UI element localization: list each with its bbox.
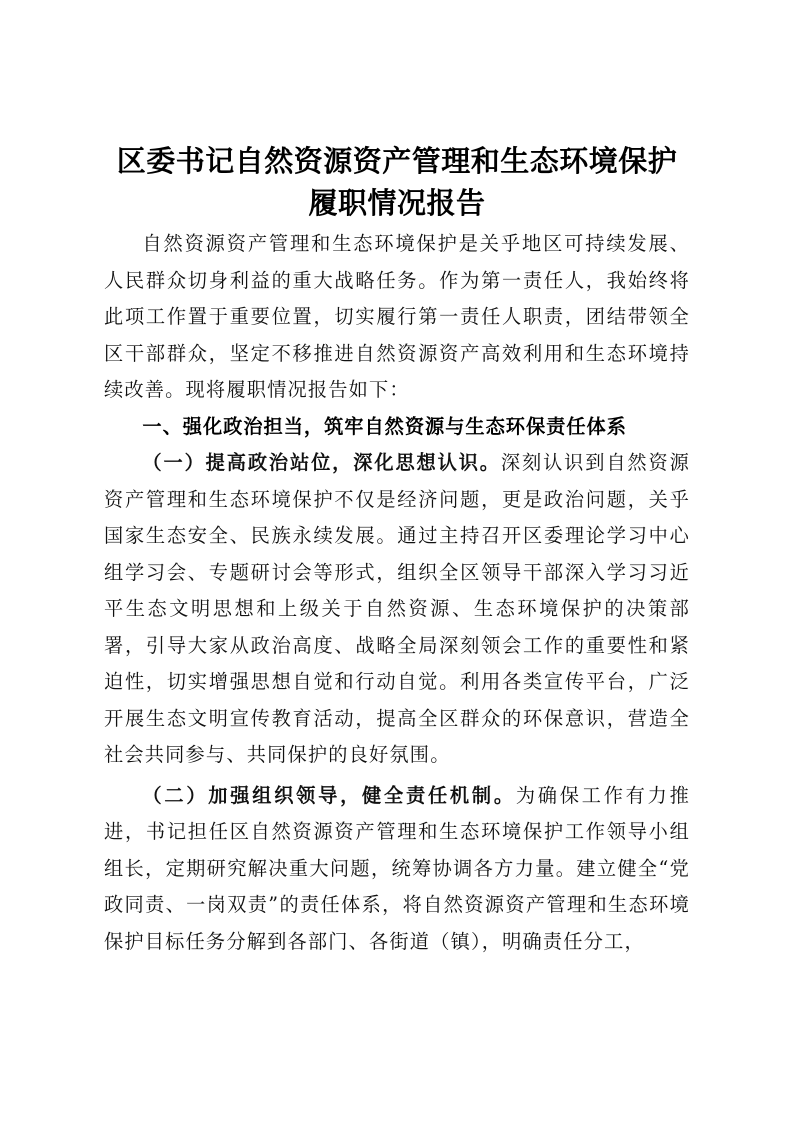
paragraph-text-1: 深刻认识到自然资源资产管理和生态环境保护不仅是经济问题，更是政治问题，关乎国家生态安全、民族永续发展。通过主持召开区委理论学习中心组学习会、专题研讨会等形式，组织全区领导干部深入学习习近平生态文明思想和上级关于自然资源、生态环境保护的决策部署，引导大家从政治高度、战略全局深刻领会工作的重要性和紧迫性，切实增强思想自觉和行动自觉。利用各类宣传平台，广泛开展生态文明宣传教育活动，提高全区群众的环保意识，营造全社会共同参与、共同保护的良好氛围。 <box>104 451 690 766</box>
paragraph-lead-1: （一）提高政治站位，深化思想认识。 <box>142 451 501 474</box>
section-heading-1: 一、强化政治担当，筑牢自然资源与生态环保责任体系 <box>142 414 627 438</box>
document-page <box>104 140 690 960</box>
paragraph-lead-2: （二）加强组织领导，健全责任机制。 <box>142 783 516 807</box>
body-paragraph-1 <box>104 445 690 774</box>
intro-paragraph: 自然资源资产管理和生态环境保护是关乎地区可持续发展、人民群众切身利益的重大战略任务。作为第一责任人，我始终将此项工作置于重要位置，切实履行第一责任人职责，团结带领全区干部群众，坚定不移推进自然资源资产高效利用和生态环境持续改善。现将履职情况报告如下： <box>104 232 690 401</box>
body-paragraph-2 <box>104 778 690 961</box>
document-title: 区委书记自然资源资产管理和生态环境保护履职情况报告 <box>116 144 678 220</box>
paragraph-text-2: 为确保工作有力推进，书记担任区自然资源资产管理和生态环境保护工作领导小组组长，定期研究解决重大问题，统筹协调各方力量。建立健全“党政同责、一岗双责”的责任体系，将自然资源资产管理和生态环境保护目标任务分解到各部门、各街道（镇），明确责任分工， <box>104 783 690 953</box>
